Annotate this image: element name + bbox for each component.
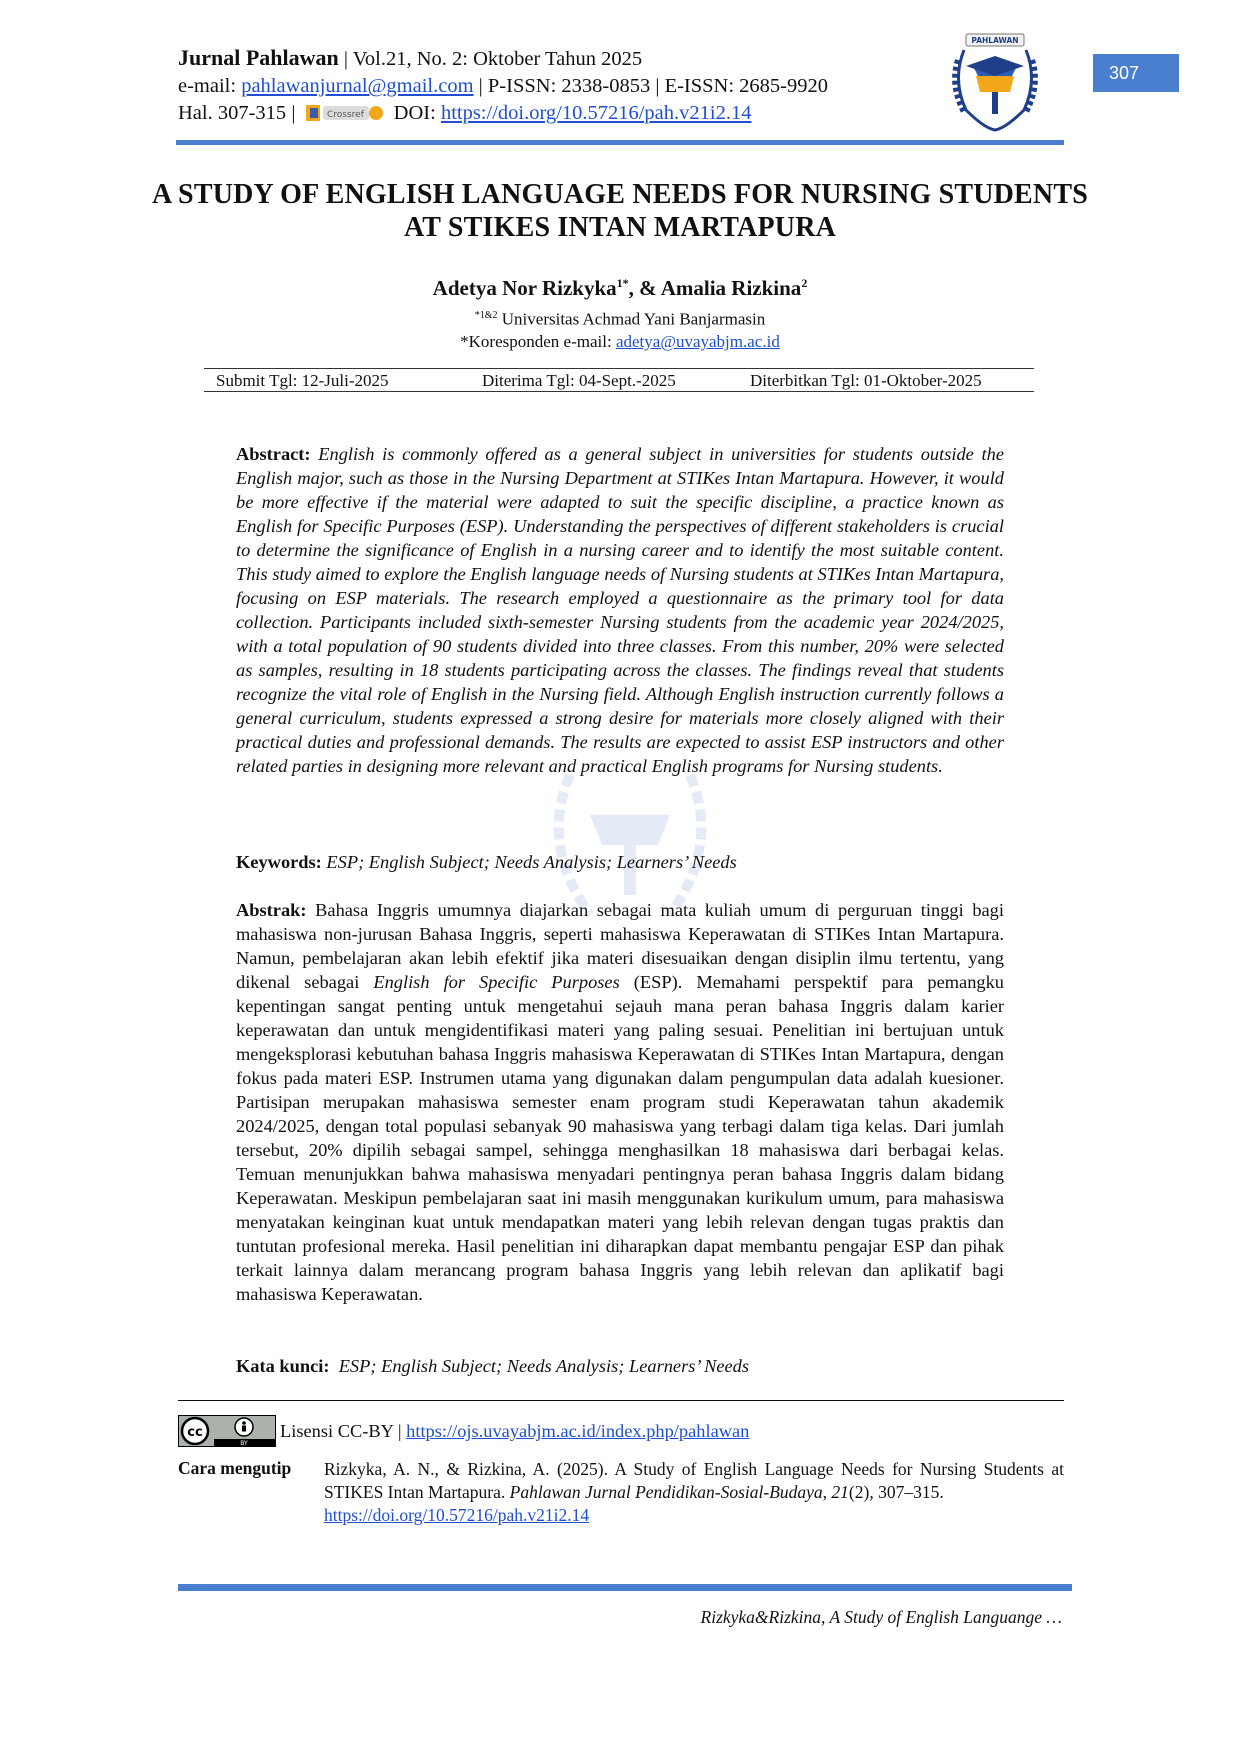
- pahlawan-logo-icon: [944, 30, 1046, 134]
- keywords-english: [236, 850, 1004, 874]
- abstract-text: English is commonly offered as a general subject in universities for students outside the English major, such as those in the Nursing Department at STIKes Intan Martapura. However, it would be more effective if the material were adapted to suit the specific discipline, a practice known as English for Specific Purposes (ESP). Understanding the perspectives of different stakeholders is crucial to determine the significance of English in a nursing career and to identify the most suitable content. This study aimed to explore the English language needs of Nursing students at STIKes Intan Martapura, focusing on ESP materials. The research employed a questionnaire as the primary tool for data collection. Participants included sixth-semester Nursing students from the academic year 2024/2025, with a total population of 90 students divided into three classes. From this number, 20% were selected as samples, resulting in 18 students participating across the classes. The findings reveal that students recognize the vital role of English in the Nursing field. Although English instruction currently follows a general curriculum, students expressed a strong desire for materials more closely aligned with their practical duties and professional demands. The results are expected to assist ESP instructors and other related parties in designing more relevant and practical English programs for Nursing students.: [236, 444, 1004, 776]
- journal-email-link[interactable]: pahlawanjurnal@gmail.com: [241, 75, 474, 97]
- abstract-label: Abstract:: [236, 444, 311, 464]
- citation-label: Cara mengutip: [178, 1458, 292, 1478]
- abstract-indonesian: Abstrak: Bahasa Inggris umumnya diajarkan sebagai mata kuliah umum di perguruan tinggi bagi mahasiswa non-jurusan Bahasa Inggris, seperti mahasiswa Keperawatan di STIKes Intan Martapura. Namun, pembelajaran akan lebih efektif jika materi disesuaikan dengan disiplin ilmu tertentu, yang dikenal sebagai English for Specific Purposes (ESP). Memahami perspektif para pemangku kepentingan sangat penting untuk mengetahui sejauh mana peran bahasa Inggris dalam karier keperawatan dan untuk mengidentifikasi materi yang paling sesuai. Penelitian ini bertujuan untuk mengeksplorasi kebutuhan bahasa Inggris mahasiswa Keperawatan di STIKes Intan Martapura, dengan fokus pada materi ESP. Instrumen utama yang digunakan dalam pengumpulan data adalah kuesioner. Partisipan merupakan mahasiswa semester enam program studi Keperawatan tahun akademik 2024/2025, dengan total populasi sebanyak 90 mahasiswa yang terbagi dalam tiga kelas. Dari jumlah tersebut, 20% dipilih sebagai sampel, sehingga menghasilkan 18 mahasiswa dari berbagai kelas. Temuan menunjukkan bahwa mahasiswa menyadari pentingnya peran bahasa Inggris dalam bidang Keperawatan. Meskipun pembelajaran saat ini masih menggunakan kurikulum umum, para mahasiswa menyatakan keinginan kuat untuk mendapatkan materi yang lebih relevan dengan tugas praktis dan tuntutan profesional mereka. Hasil penelitian ini diharapkan dapat membantu pengajar ESP dan pihak terkait lainnya dalam merancang program bahasa Inggris yang lebih relevan dan aplikatif bagi mahasiswa Keperawatan.: [236, 900, 1004, 1304]
- author-1: Adetya Nor Rizkyka: [432, 276, 617, 300]
- affiliation-sup: *1&2: [474, 310, 498, 321]
- kata-kunci-text: ESP; English Subject; Needs Analysis; Learners’ Needs: [338, 1356, 750, 1376]
- svg-text:BY: BY: [240, 1440, 248, 1447]
- corresponding-email-line: *Koresponden e-mail: adetya@uvayabjm.ac.id: [460, 331, 780, 351]
- keywords-indonesian: [236, 1354, 1004, 1378]
- svg-text:Crossref: Crossref: [326, 110, 364, 120]
- section-divider: [178, 1400, 1064, 1401]
- accepted-date: Diterima Tgl: 04-Sept.-2025: [482, 371, 676, 390]
- crossref-logo-icon[interactable]: [305, 102, 385, 124]
- abstrak-label: Abstrak:: [236, 900, 307, 920]
- author-line: Adetya Nor Rizkyka$^{1*}$, & Amalia Rizkina$^2$: [432, 276, 808, 300]
- email-label: e-mail:: [178, 75, 237, 97]
- license-label: Lisensi CC-BY |: [280, 1421, 402, 1441]
- logo-text: PAHLAWAN: [971, 36, 1019, 45]
- corresponding-email-link[interactable]: adetya@uvayabjm.ac.id: [615, 331, 780, 351]
- journal-line-1: Jurnal Pahlawan | Vol.21, No. 2: Oktober Tahun 2025: [178, 45, 643, 70]
- submit-date: Submit Tgl: 12-Juli-2025: [216, 371, 389, 390]
- running-title: Rizkyka&Rizkina, A Study of English Languange …: [700, 1607, 1062, 1627]
- affiliation: $^{*1\&2}$ Universitas Achmad Yani Banjarmasin: [474, 309, 766, 329]
- abstract-english: [236, 442, 1004, 778]
- author-2: Amalia Rizkina: [660, 276, 802, 300]
- author-1-sup: 1*: [616, 276, 629, 290]
- svg-text:cc: cc: [187, 1425, 203, 1440]
- header-rule: [176, 140, 1064, 145]
- submission-dates: [204, 368, 1034, 392]
- citation-doi-link[interactable]: https://doi.org/10.57216/pah.v21i2.14: [324, 1505, 590, 1525]
- published-date: Diterbitkan Tgl: 01-Oktober-2025: [750, 371, 982, 390]
- affiliation-block: [150, 305, 1090, 353]
- keywords-text: ESP; English Subject; Needs Analysis; Learners’ Needs: [326, 852, 737, 872]
- journal-line-2: e-mail: pahlawanjurnal@gmail.com | P-ISSN: 2338-0853 | E-ISSN: 2685-9920: [178, 75, 829, 97]
- page-number-badge: 307: [1093, 54, 1179, 92]
- journal-line-3: Hal. 307-315 | Crossref DOI: https://doi.org/10.57216/pah.v21i2.14: [178, 102, 752, 124]
- citation-journal: Pahlawan Jurnal Pendidikan-Sosial-Budaya: [509, 1482, 823, 1502]
- cc-by-badge-icon[interactable]: [178, 1415, 276, 1447]
- journal-name: Jurnal Pahlawan: [178, 45, 339, 70]
- eissn: E-ISSN: 2685-9920: [664, 75, 829, 97]
- pissn: P-ISSN: 2338-0853: [487, 75, 651, 97]
- doi-link[interactable]: https://doi.org/10.57216/pah.v21i2.14: [440, 102, 752, 124]
- journal-header: [178, 44, 918, 127]
- license-url-link[interactable]: https://ojs.uvayabjm.ac.id/index.php/pahlawan: [406, 1421, 750, 1441]
- citation-text: Rizkyka, A. N., & Rizkina, A. (2025). A Study of English Language Needs for Nursing Students at STIKES Intan Martapura. Pahlawan Jurnal Pendidikan-Sosial-Budaya, 21(2), 307–315. https://doi.org/10.57216/pah.v21i2.14: [324, 1459, 1064, 1525]
- paper-title: A STUDY OF ENGLISH LANGUAGE NEEDS FOR NURSING STUDENTS AT STIKES INTAN MARTAPURA: [151, 179, 1089, 243]
- footer-rule: [178, 1584, 1072, 1591]
- keywords-label: Keywords:: [236, 852, 322, 872]
- kata-kunci-label: Kata kunci:: [236, 1356, 330, 1376]
- citation-volume: 21: [831, 1482, 849, 1502]
- license-line: [178, 1415, 749, 1447]
- page-range: Hal. 307-315: [178, 102, 287, 124]
- doi-label: DOI:: [393, 102, 436, 124]
- journal-volume: Vol.21, No. 2: Oktober Tahun 2025: [352, 48, 643, 70]
- author-2-sup: 2: [801, 276, 808, 290]
